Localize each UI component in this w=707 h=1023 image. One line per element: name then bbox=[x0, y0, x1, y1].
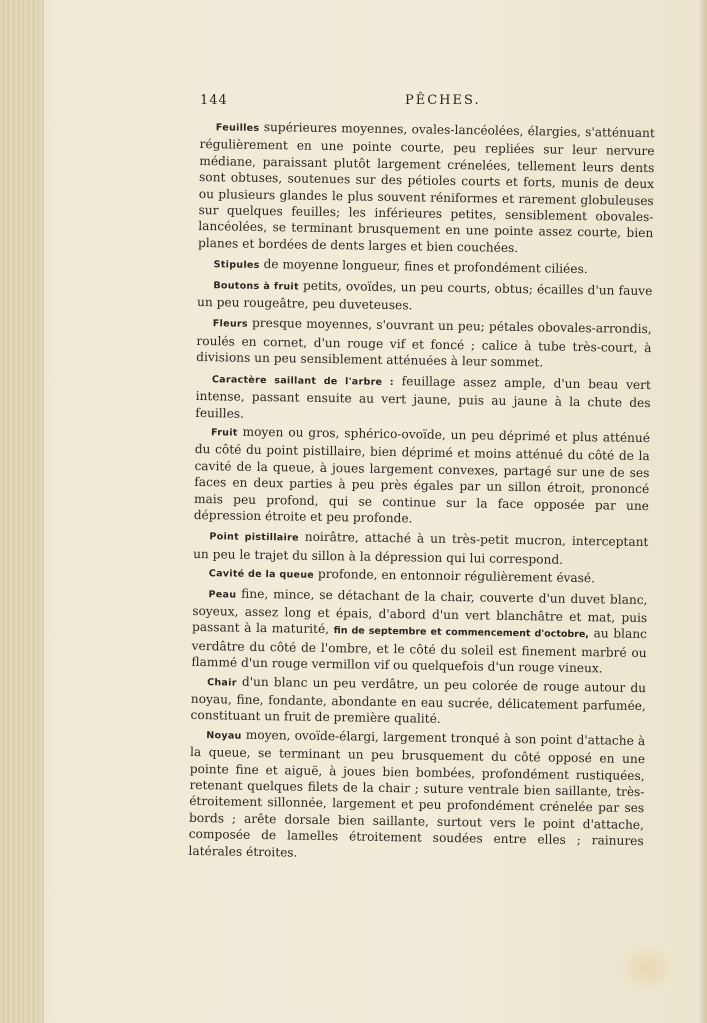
paragraph-fleurs bbox=[196, 314, 652, 372]
book-spine-edge bbox=[0, 0, 44, 1023]
paragraph-text: supérieures moyennes, ovales-lancéolées, élargies, s'atténuant régulièrement en une pointe courte, peu repliées sur leur nervure médiane, paraissant plutôt largement crénelées, tellement leurs dents sont obtuses, soutenues sur des pétioles courts et forts, munis de deux ou plusieurs glandes le plus souvent réniformes et rarement globuleuses sur quelques feuilles; les inférieures petites, sensiblement obovales-lancéolées, se terminant brusquement en une pointe assez courte, bien planes et bordées de dents larges et bien couchées. bbox=[197, 119, 655, 255]
paper-stain bbox=[617, 943, 677, 993]
term-label: Feuilles bbox=[215, 122, 260, 134]
term-label: Stipules bbox=[213, 259, 260, 272]
term-label: Chair bbox=[207, 676, 237, 689]
maturity-period: fin de septembre et commencement d'octobre, bbox=[333, 625, 590, 641]
term-label: Cavité de la queue bbox=[208, 568, 315, 582]
term-label: Caractère saillant de l'arbre : bbox=[211, 373, 395, 388]
term-label: Fruit bbox=[210, 427, 238, 439]
term-label: Point pistillaire bbox=[209, 531, 299, 544]
paragraph-caractere bbox=[195, 370, 651, 428]
paragraph-feuilles bbox=[198, 118, 655, 258]
paragraph-text: moyen ou gros, sphérico-ovoïde, un peu déprimé et plus atténué du côté du point pistillaire, bien déprimé et moins atténué du côté de la cavité de la queue, à joues largement convexes, partagé sur une de ses faces en deux parties à peu près égales par un sillon étroit, prononcé mais peu profond, qui se continue sur la face opposée par une dépression étroite et peu profonde. bbox=[193, 424, 651, 526]
paragraph-fruit bbox=[194, 423, 651, 531]
paragraph-text: presque moyennes, s'ouvrant un peu; pétales obovales-arrondis, roulés en cornet, d'un rouge vif et foncé ; calice à tube très-court, à divisions un peu sensiblement atténuées à leur sommet. bbox=[196, 316, 652, 370]
paragraph-text: au blanc verdâtre du côté de l'ombre, et le côté du soleil est finement marbré ou flammé d'un rouge vermillon vif ou quelquefois d'un rouge vineux. bbox=[191, 626, 648, 676]
term-label: Boutons à fruit bbox=[213, 279, 299, 293]
term-label: Peau bbox=[208, 588, 237, 601]
paragraph-text: moyen, ovoïde-élargi, largement tronqué à son point d'attache à la queue, se terminant un peu brusquement du côté opposé en une pointe fine et aiguë, à joues bien bombées, profondément rustiquées, retenant quelques filets de la chair ; suture ventrale bien saillante, très-étroitement sillonnée, largement et peu profondément crénelée par ses bords ; arête dorsale bien saillante, surtout vers le point d'attache, composée de lamelles étroitement soudées entre elles ; rainures latérales étroites. bbox=[188, 727, 646, 860]
paragraph-text: de moyenne longueur, fines et profondément ciliées. bbox=[259, 257, 588, 277]
paragraph-text: petits, ovoïdes, un peu courts, obtus; écailles d'un fauve un peu rougeâtre, peu duveteuses. bbox=[196, 278, 653, 313]
body-text bbox=[188, 118, 655, 868]
page-header bbox=[200, 93, 660, 113]
paragraph-noyau bbox=[188, 726, 645, 866]
paragraph-chair bbox=[190, 673, 646, 731]
term-label: Fleurs bbox=[212, 318, 248, 331]
paragraph-point-pistillaire bbox=[193, 527, 648, 569]
paragraph-boutons bbox=[197, 276, 652, 318]
paragraph-text: profonde, en entonnoir régulièrement évasé. bbox=[314, 567, 596, 586]
paragraph-peau bbox=[191, 585, 647, 678]
paragraph-text: fine, mince, se détachant de la chair, couverte d'un duvet blanc, soyeux, assez long et épais, d'abord d'un vert blanchâtre et mat, puis passant à la maturité, bbox=[191, 586, 648, 637]
paragraph-text: noirâtre, attaché à un très-petit mucron, interceptant un peu le trajet du sillon à la dépression qui lui correspond. bbox=[193, 529, 649, 567]
paragraph-text: d'un blanc un peu verdâtre, un peu colorée de rouge autour du noyau, fine, fondante, abondante en eau sucrée, délicatement parfumée, constituant un fruit de première qualité. bbox=[190, 674, 647, 727]
paragraph-text: feuillage assez ample, d'un beau vert intense, passant ensuite au vert jaune, puis au jaune à la chute des feuilles. bbox=[195, 373, 651, 421]
page-right-edge bbox=[699, 0, 707, 1023]
running-title: PÊCHES. bbox=[405, 93, 481, 108]
term-label: Noyau bbox=[206, 729, 242, 742]
page-number: 144 bbox=[200, 93, 228, 108]
